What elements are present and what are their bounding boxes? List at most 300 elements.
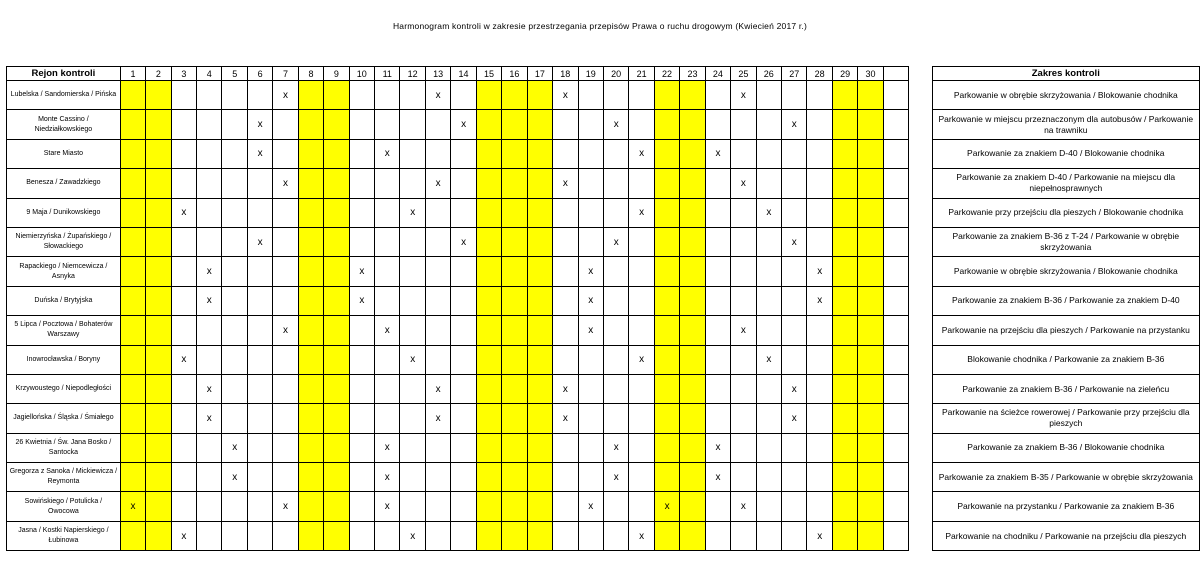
day-cell: [502, 345, 527, 374]
day-cell: [349, 169, 374, 198]
day-cell: [349, 139, 374, 168]
day-cell: [400, 257, 425, 286]
day-cell: [324, 521, 349, 550]
day-cell: [680, 286, 705, 315]
day-cell: [400, 286, 425, 315]
day-cell: [502, 316, 527, 345]
region-cell: Sowińskiego / Potulicka / Owocowa: [7, 492, 121, 521]
table-row: [7, 198, 1200, 227]
check-mark: x: [181, 207, 187, 219]
day-cell: [705, 316, 730, 345]
day-cell: [527, 110, 552, 139]
day-cell: [782, 257, 807, 286]
day-cell: [222, 404, 247, 433]
check-mark: x: [410, 354, 416, 366]
header-region: Rejon kontroli: [7, 67, 121, 81]
day-cell: [858, 463, 883, 492]
day-cell: [146, 198, 171, 227]
gap-cell: [908, 433, 932, 462]
check-mark: x: [715, 148, 721, 160]
day-cell: [603, 81, 628, 110]
header-day: 29: [832, 67, 857, 81]
day-cell: [273, 110, 298, 139]
day-cell: [349, 374, 374, 403]
day-cell: [807, 169, 832, 198]
day-cell: [425, 110, 450, 139]
day-cell: [553, 139, 578, 168]
header-day: [883, 67, 908, 81]
header-day: 11: [375, 67, 400, 81]
check-mark: x: [817, 266, 823, 278]
scope-cell: Parkowanie w miejscu przeznaczonym dla autobusów / Parkowanie na trawniku: [932, 110, 1199, 139]
day-cell: [731, 139, 756, 168]
day-cell: [731, 521, 756, 550]
day-mark-cell: [629, 521, 654, 550]
day-cell: [654, 169, 679, 198]
day-cell: [756, 433, 781, 462]
header-day: 22: [654, 67, 679, 81]
day-cell: [324, 345, 349, 374]
header-day: 5: [222, 67, 247, 81]
day-cell: [451, 463, 476, 492]
day-cell: [756, 81, 781, 110]
day-cell: [222, 374, 247, 403]
scope-cell: Parkowanie w obrębie skrzyżowania / Blokowanie chodnika: [932, 257, 1199, 286]
day-cell: [451, 316, 476, 345]
day-cell: [553, 463, 578, 492]
header-gap: [908, 67, 932, 81]
day-mark-cell: [553, 404, 578, 433]
day-cell: [400, 492, 425, 521]
day-cell: [680, 463, 705, 492]
day-cell: [705, 227, 730, 256]
day-cell: [705, 169, 730, 198]
region-cell: Duńska / Brytyjska: [7, 286, 121, 315]
day-cell: [273, 433, 298, 462]
scope-cell: Parkowanie za znakiem B-36 z T-24 / Parkowanie w obrębie skrzyżowania: [932, 227, 1199, 256]
day-cell: [197, 492, 222, 521]
check-mark: x: [639, 148, 645, 160]
day-cell: [324, 316, 349, 345]
day-cell: [273, 257, 298, 286]
day-mark-cell: [349, 286, 374, 315]
day-cell: [197, 110, 222, 139]
day-cell: [146, 345, 171, 374]
header-day: 2: [146, 67, 171, 81]
day-cell: [222, 286, 247, 315]
day-mark-cell: [782, 404, 807, 433]
day-cell: [197, 139, 222, 168]
day-cell: [222, 81, 247, 110]
day-cell: [247, 169, 272, 198]
check-mark: x: [130, 501, 136, 513]
day-mark-cell: [629, 139, 654, 168]
day-cell: [171, 227, 196, 256]
day-cell: [807, 139, 832, 168]
day-mark-cell: [425, 374, 450, 403]
day-cell: [654, 404, 679, 433]
day-cell: [807, 492, 832, 521]
day-cell: [247, 521, 272, 550]
day-cell: [298, 463, 323, 492]
day-cell: [222, 345, 247, 374]
scope-cell: Parkowanie w obrębie skrzyżowania / Blokowanie chodnika: [932, 81, 1199, 110]
day-cell: [654, 433, 679, 462]
day-cell: [451, 169, 476, 198]
day-cell: [247, 198, 272, 227]
day-cell: [425, 198, 450, 227]
day-cell: [476, 169, 501, 198]
day-cell: [883, 404, 908, 433]
check-mark: x: [384, 442, 390, 454]
check-mark: x: [283, 89, 289, 101]
day-cell: [553, 110, 578, 139]
day-cell: [883, 198, 908, 227]
day-cell: [527, 257, 552, 286]
day-cell: [197, 81, 222, 110]
day-cell: [705, 492, 730, 521]
day-cell: [782, 521, 807, 550]
day-cell: [451, 81, 476, 110]
day-cell: [629, 110, 654, 139]
day-cell: [705, 345, 730, 374]
check-mark: x: [232, 442, 238, 454]
day-cell: [782, 81, 807, 110]
check-mark: x: [639, 530, 645, 542]
table-row: [7, 257, 1200, 286]
region-cell: Inowrocławska / Boryny: [7, 345, 121, 374]
day-cell: [782, 316, 807, 345]
day-cell: [476, 374, 501, 403]
day-cell: [222, 198, 247, 227]
day-cell: [273, 463, 298, 492]
day-cell: [756, 257, 781, 286]
day-cell: [883, 492, 908, 521]
day-cell: [298, 110, 323, 139]
scope-cell: Parkowanie na ścieżce rowerowej / Parkowanie przy przejściu dla pieszych: [932, 404, 1199, 433]
day-cell: [705, 404, 730, 433]
header-day: 28: [807, 67, 832, 81]
day-mark-cell: [731, 169, 756, 198]
day-cell: [858, 374, 883, 403]
table-row: [7, 345, 1200, 374]
day-cell: [146, 492, 171, 521]
day-cell: [832, 492, 857, 521]
day-cell: [578, 374, 603, 403]
day-cell: [731, 463, 756, 492]
table-row: [7, 374, 1200, 403]
day-cell: [222, 227, 247, 256]
check-mark: x: [613, 442, 619, 454]
day-cell: [247, 404, 272, 433]
day-cell: [400, 463, 425, 492]
check-mark: x: [257, 119, 263, 131]
day-mark-cell: [782, 227, 807, 256]
scope-cell: Blokowanie chodnika / Parkowanie za znakiem B-36: [932, 345, 1199, 374]
day-cell: [578, 81, 603, 110]
header-day: 4: [197, 67, 222, 81]
day-mark-cell: [400, 198, 425, 227]
check-mark: x: [283, 324, 289, 336]
check-mark: x: [410, 207, 416, 219]
check-mark: x: [613, 471, 619, 483]
day-cell: [273, 286, 298, 315]
day-cell: [629, 169, 654, 198]
day-cell: [247, 257, 272, 286]
check-mark: x: [206, 266, 212, 278]
gap-cell: [908, 110, 932, 139]
day-cell: [883, 374, 908, 403]
check-mark: x: [740, 324, 746, 336]
day-cell: [349, 227, 374, 256]
day-cell: [146, 374, 171, 403]
day-cell: [603, 286, 628, 315]
table-header-row: [7, 67, 1200, 81]
day-cell: [146, 316, 171, 345]
day-cell: [807, 81, 832, 110]
day-cell: [247, 433, 272, 462]
day-cell: [527, 433, 552, 462]
scope-cell: Parkowanie przy przejściu dla pieszych / Blokowanie chodnika: [932, 198, 1199, 227]
day-cell: [375, 404, 400, 433]
day-cell: [680, 433, 705, 462]
day-cell: [120, 404, 145, 433]
day-cell: [502, 110, 527, 139]
scope-cell: Parkowanie za znakiem B-36 / Parkowanie za znakiem D-40: [932, 286, 1199, 315]
day-cell: [451, 492, 476, 521]
day-cell: [553, 198, 578, 227]
day-cell: [476, 139, 501, 168]
day-cell: [807, 345, 832, 374]
day-cell: [247, 345, 272, 374]
day-cell: [273, 139, 298, 168]
day-mark-cell: [197, 404, 222, 433]
day-cell: [349, 316, 374, 345]
header-day: 25: [731, 67, 756, 81]
check-mark: x: [588, 501, 594, 513]
region-cell: Stare Miasto: [7, 139, 121, 168]
day-cell: [629, 374, 654, 403]
scope-cell: Parkowanie na przejściu dla pieszych / Parkowanie na przystanku: [932, 316, 1199, 345]
day-cell: [197, 521, 222, 550]
day-cell: [298, 374, 323, 403]
day-cell: [120, 433, 145, 462]
day-mark-cell: [578, 492, 603, 521]
day-cell: [858, 257, 883, 286]
day-cell: [705, 110, 730, 139]
check-mark: x: [257, 236, 263, 248]
day-cell: [197, 227, 222, 256]
header-day: 24: [705, 67, 730, 81]
check-mark: x: [639, 207, 645, 219]
day-cell: [680, 492, 705, 521]
day-cell: [705, 286, 730, 315]
day-cell: [298, 257, 323, 286]
day-cell: [324, 492, 349, 521]
day-cell: [298, 169, 323, 198]
check-mark: x: [435, 177, 441, 189]
day-cell: [298, 198, 323, 227]
day-cell: [324, 286, 349, 315]
day-mark-cell: [247, 139, 272, 168]
day-cell: [832, 198, 857, 227]
day-mark-cell: [782, 110, 807, 139]
check-mark: x: [588, 295, 594, 307]
day-cell: [502, 521, 527, 550]
day-cell: [807, 374, 832, 403]
gap-cell: [908, 169, 932, 198]
table-row: [7, 227, 1200, 256]
day-cell: [858, 316, 883, 345]
day-mark-cell: [603, 433, 628, 462]
day-cell: [298, 316, 323, 345]
day-cell: [527, 169, 552, 198]
day-cell: [782, 286, 807, 315]
scope-cell: Parkowanie za znakiem D-40 / Parkowanie na miejscu dla niepełnosprawnych: [932, 169, 1199, 198]
day-cell: [553, 227, 578, 256]
header-day: 13: [425, 67, 450, 81]
table-row: [7, 81, 1200, 110]
day-cell: [273, 521, 298, 550]
day-mark-cell: [578, 257, 603, 286]
day-cell: [705, 81, 730, 110]
day-cell: [451, 286, 476, 315]
day-cell: [171, 139, 196, 168]
day-mark-cell: [400, 521, 425, 550]
day-cell: [197, 345, 222, 374]
day-mark-cell: [756, 345, 781, 374]
day-cell: [298, 492, 323, 521]
day-cell: [807, 404, 832, 433]
day-mark-cell: [171, 521, 196, 550]
day-cell: [171, 257, 196, 286]
day-cell: [222, 257, 247, 286]
day-cell: [654, 110, 679, 139]
day-cell: [451, 345, 476, 374]
table-row: [7, 316, 1200, 345]
gap-cell: [908, 345, 932, 374]
schedule-table: [6, 66, 1200, 551]
check-mark: x: [817, 530, 823, 542]
gap-cell: [908, 286, 932, 315]
day-mark-cell: [400, 345, 425, 374]
day-cell: [400, 81, 425, 110]
day-cell: [146, 521, 171, 550]
day-cell: [629, 286, 654, 315]
day-cell: [782, 198, 807, 227]
day-cell: [502, 81, 527, 110]
day-cell: [858, 139, 883, 168]
table-body: [7, 81, 1200, 551]
day-cell: [654, 257, 679, 286]
day-mark-cell: [705, 433, 730, 462]
day-cell: [883, 433, 908, 462]
day-cell: [120, 81, 145, 110]
day-cell: [553, 345, 578, 374]
day-cell: [273, 345, 298, 374]
day-cell: [680, 110, 705, 139]
day-cell: [120, 198, 145, 227]
header-day: 18: [553, 67, 578, 81]
check-mark: x: [283, 501, 289, 513]
day-cell: [858, 81, 883, 110]
day-cell: [349, 404, 374, 433]
day-cell: [832, 110, 857, 139]
header-day: 8: [298, 67, 323, 81]
day-cell: [171, 316, 196, 345]
table-row: [7, 139, 1200, 168]
day-cell: [400, 139, 425, 168]
day-cell: [680, 198, 705, 227]
day-cell: [527, 139, 552, 168]
day-cell: [502, 139, 527, 168]
check-mark: x: [562, 177, 568, 189]
day-cell: [273, 198, 298, 227]
day-cell: [705, 198, 730, 227]
day-cell: [705, 257, 730, 286]
region-cell: Lubelska / Sandomierska / Pińska: [7, 81, 121, 110]
day-cell: [298, 286, 323, 315]
day-mark-cell: [629, 198, 654, 227]
day-cell: [731, 433, 756, 462]
day-cell: [171, 463, 196, 492]
day-cell: [375, 110, 400, 139]
day-cell: [832, 404, 857, 433]
day-cell: [502, 404, 527, 433]
day-mark-cell: [197, 286, 222, 315]
day-cell: [629, 316, 654, 345]
day-cell: [349, 81, 374, 110]
day-cell: [247, 81, 272, 110]
day-cell: [858, 227, 883, 256]
table-row: [7, 286, 1200, 315]
day-cell: [680, 227, 705, 256]
day-cell: [298, 227, 323, 256]
document-title: Harmonogram kontroli w zakresie przestrzegania przepisów Prawa o ruchu drogowym (Kwiecień 2017 r.): [392, 21, 808, 31]
day-mark-cell: [731, 492, 756, 521]
day-cell: [883, 463, 908, 492]
check-mark: x: [588, 324, 594, 336]
day-mark-cell: [375, 433, 400, 462]
day-cell: [197, 433, 222, 462]
region-cell: Jasna / Kostki Napierskiego / Łubinowa: [7, 521, 121, 550]
day-cell: [527, 198, 552, 227]
day-cell: [298, 345, 323, 374]
day-cell: [832, 169, 857, 198]
check-mark: x: [384, 148, 390, 160]
day-cell: [171, 169, 196, 198]
check-mark: x: [740, 89, 746, 101]
day-cell: [858, 286, 883, 315]
check-mark: x: [791, 119, 797, 131]
scope-cell: Parkowanie za znakiem B-35 / Parkowanie w obrębie skrzyżowania: [932, 463, 1199, 492]
day-cell: [782, 345, 807, 374]
day-cell: [883, 139, 908, 168]
day-cell: [654, 81, 679, 110]
header-day: 23: [680, 67, 705, 81]
gap-cell: [908, 463, 932, 492]
day-cell: [425, 521, 450, 550]
day-cell: [171, 492, 196, 521]
day-cell: [120, 316, 145, 345]
day-mark-cell: [425, 404, 450, 433]
day-cell: [298, 404, 323, 433]
day-cell: [502, 169, 527, 198]
day-cell: [654, 463, 679, 492]
region-cell: 9 Maja / Dunikowskiego: [7, 198, 121, 227]
day-mark-cell: [375, 463, 400, 492]
region-cell: Rapackiego / Niemcewicza / Asnyka: [7, 257, 121, 286]
